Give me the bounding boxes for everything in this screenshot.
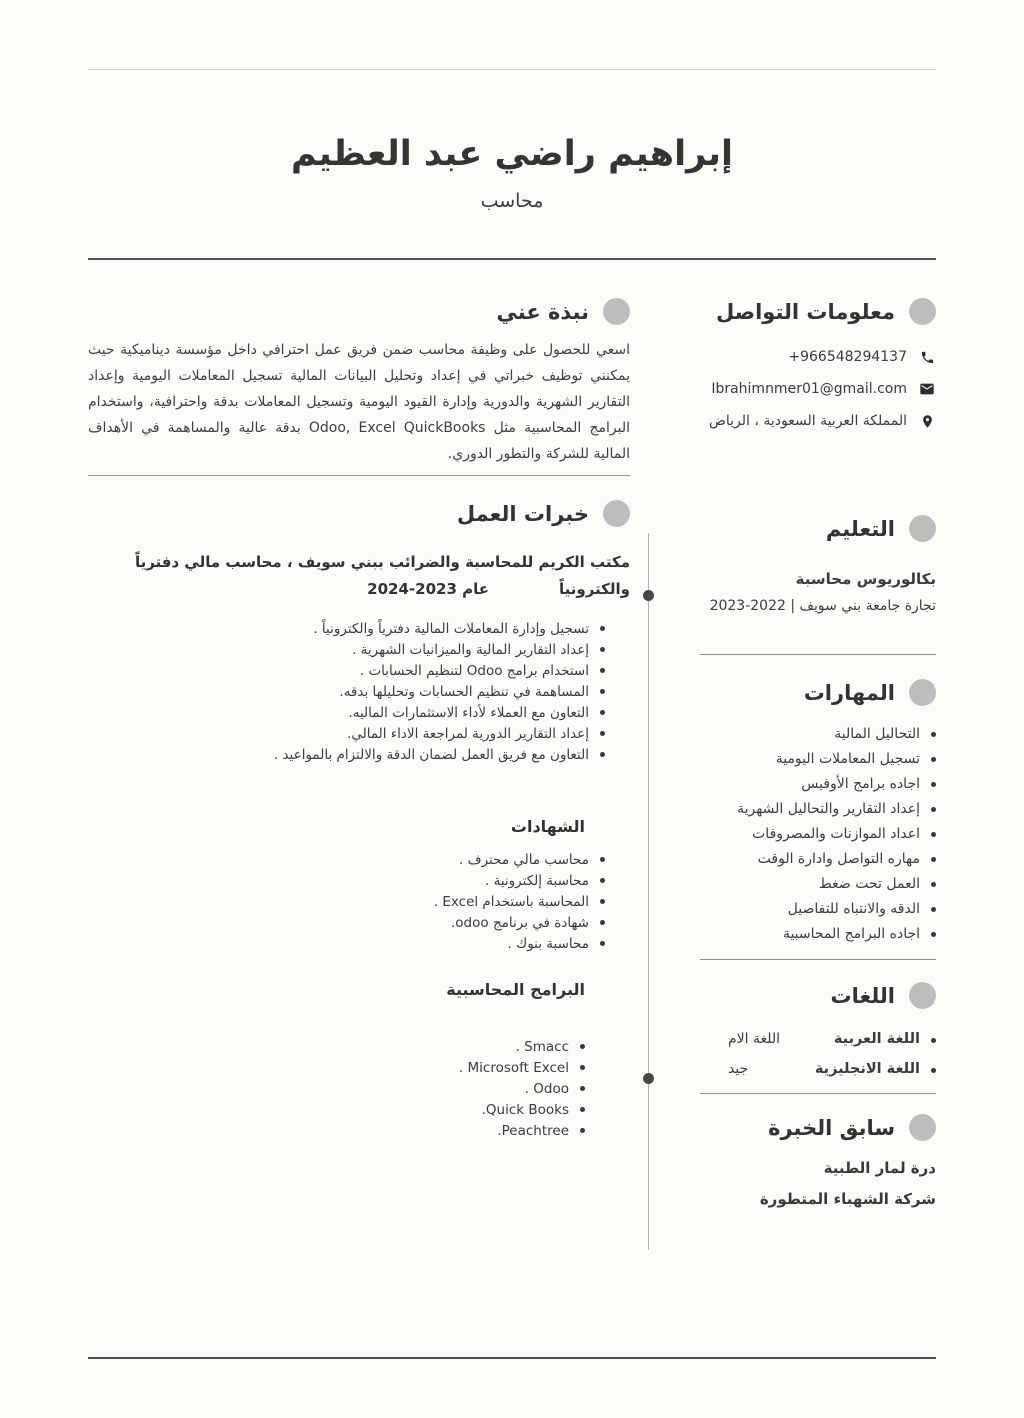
program-item: Quick Books. — [88, 1100, 585, 1120]
location-pin-icon — [918, 414, 936, 429]
about-heading: نبذة عني — [496, 299, 589, 324]
work-bullet: إعداد التقارير الدورية لمراجعة الاداء المالي. — [88, 724, 605, 744]
section-circle-icon — [603, 298, 630, 325]
main-column — [88, 290, 630, 1221]
work-bullet: تسجيل وإدارة المعاملات المالية دفترياً والكترونياً . — [88, 619, 605, 639]
content-columns — [88, 290, 936, 1221]
work-bullet: المساهمة في تنظيم الحسابات وتحليلها بدقه. — [88, 682, 605, 702]
certificates-list — [88, 850, 605, 954]
section-circle-icon — [909, 982, 936, 1009]
section-circle-icon — [603, 500, 630, 527]
language-row — [700, 1061, 936, 1077]
certificate-item: المحاسبة باستخدام Excel . — [88, 892, 605, 912]
certificate-item: شهادة في برنامج odoo. — [88, 913, 605, 933]
languages-heading: اللغات — [830, 983, 895, 1008]
program-item: Smacc . — [88, 1037, 585, 1057]
skills-heading: المهارات — [803, 680, 895, 705]
education-degree: بكالوريوس محاسبة — [795, 570, 936, 588]
programs-list — [88, 1037, 585, 1141]
contact-phone-row — [700, 349, 936, 365]
candidate-job-title: محاسب — [480, 190, 544, 212]
bottom-divider — [88, 1357, 936, 1359]
phone-number: +966548294137 — [788, 349, 907, 365]
timeline-dot-bottom — [643, 1073, 654, 1084]
work-bullet-list — [88, 619, 605, 765]
work-bullet: إعداد التقارير المالية والميزانيات الشهرية . — [88, 640, 605, 660]
previous-employer: درة لمار الطبية — [823, 1159, 936, 1177]
education-section — [700, 515, 936, 614]
section-circle-icon — [909, 298, 936, 325]
work-experience-section — [88, 500, 630, 1141]
certificate-item: محاسب مالي محترف . — [88, 850, 605, 870]
sidebar-divider — [700, 959, 936, 960]
section-circle-icon — [909, 679, 936, 706]
contact-heading: معلومات التواصل — [716, 299, 895, 324]
languages-heading-row — [700, 982, 936, 1009]
work-bullet: التعاون مع فريق العمل لضمان الدقة والالتزام بالمواعيد . — [88, 745, 605, 765]
previous-heading-row — [700, 1114, 936, 1141]
about-section — [88, 298, 630, 467]
column-gap — [630, 290, 700, 1221]
language-name: اللغة العربية — [834, 1031, 936, 1047]
certificates-heading: الشهادات — [510, 817, 585, 836]
job-header — [88, 549, 630, 603]
section-circle-icon — [909, 1114, 936, 1141]
certificate-item: محاسبة إلكترونية . — [88, 871, 605, 891]
contact-location-row — [700, 413, 936, 429]
work-heading: خبرات العمل — [456, 501, 589, 526]
previous-heading: سابق الخبرة — [768, 1115, 895, 1140]
education-details: تجارة جامعة بني سويف | 2022-2023 — [709, 598, 936, 614]
previous-experience-section — [700, 1114, 936, 1208]
location-text: المملكة العربية السعودية ، الرياض — [708, 413, 907, 429]
main-divider — [88, 475, 630, 476]
about-heading-row — [88, 298, 630, 325]
skill-item: اجاده برامج الأوفيس — [700, 772, 936, 797]
program-item: Microsoft Excel . — [88, 1058, 585, 1078]
skill-item: العمل تحت ضغط — [700, 872, 936, 897]
programs-heading: البرامج المحاسبية — [446, 980, 585, 999]
skills-list — [700, 722, 936, 947]
skill-item: تسجيل المعاملات اليومية — [700, 747, 936, 772]
skill-item: التحاليل المالية — [700, 722, 936, 747]
language-name: اللغة الانجليزية — [815, 1061, 936, 1077]
job-title: مكتب الكريم للمحاسبة والضرائب ببني سويف ، محاسب مالي دفترياً والكترونياً — [134, 553, 630, 598]
previous-employer: شركة الشهباء المتطورة — [759, 1190, 936, 1208]
language-level: اللغة الام — [728, 1031, 781, 1047]
sidebar-divider — [700, 1093, 936, 1094]
sidebar-divider — [700, 654, 936, 655]
phone-icon — [918, 350, 936, 365]
contact-section — [700, 298, 936, 429]
top-divider — [88, 69, 936, 70]
envelope-icon — [918, 381, 936, 397]
education-heading: التعليم — [825, 516, 895, 541]
certificate-item: محاسبة بنوك . — [88, 934, 605, 954]
work-bullet: التعاون مع العملاء لأداء الاستثمارات الماليه. — [88, 703, 605, 723]
education-heading-row — [700, 515, 936, 542]
work-bullet: استخدام برامج Odoo لتنظيم الحسابات . — [88, 661, 605, 681]
contact-heading-row — [700, 298, 936, 325]
timeline-line — [648, 533, 649, 1250]
skills-heading-row — [700, 679, 936, 706]
skill-item: مهاره التواصل وادارة الوقت — [700, 847, 936, 872]
skill-item: الدقه والانتباه للتفاصيل — [700, 897, 936, 922]
language-level: جيد — [728, 1061, 749, 1077]
work-heading-row — [88, 500, 630, 527]
header-divider — [88, 258, 936, 260]
languages-section — [700, 982, 936, 1077]
skill-item: اعداد الموازنات والمصروفات — [700, 822, 936, 847]
candidate-name: إبراهيم راضي عبد العظيم — [291, 134, 733, 174]
skill-item: اجاده البرامج المحاسبية — [700, 922, 936, 947]
language-row — [700, 1031, 936, 1047]
timeline-dot-top — [643, 590, 654, 601]
section-circle-icon — [909, 515, 936, 542]
job-period: عام 2023-2024 — [367, 580, 489, 598]
program-item: Odoo . — [88, 1079, 585, 1099]
skills-section — [700, 679, 936, 947]
contact-email-row — [700, 381, 936, 397]
masthead — [88, 134, 936, 212]
program-item: Peachtree. — [88, 1121, 585, 1141]
email-address: Ibrahimnmer01@gmail.com — [711, 381, 907, 397]
sidebar — [700, 290, 936, 1221]
about-paragraph: اسعي للحصول على وظيفة محاسب ضمن فريق عمل احترافي داخل مؤسسة ديناميكية حيث يمكنني توظيف خبراتي في إعداد وتحليل البيانات المالية تسجيل المعاملات اليومية وإعداد التقارير الشهرية والدورية وإدارة القيود اليومية وتسجيل المعاملات بدقة واحترافية، واستخدام البرامج المحاسبية مثل Odoo, Excel QuickBooks بدقة عالية والمساهمة في الأهداف المالية للشركة والتطور الدوري. — [88, 342, 630, 462]
skill-item: إعداد التقارير والتحاليل الشهرية — [700, 797, 936, 822]
